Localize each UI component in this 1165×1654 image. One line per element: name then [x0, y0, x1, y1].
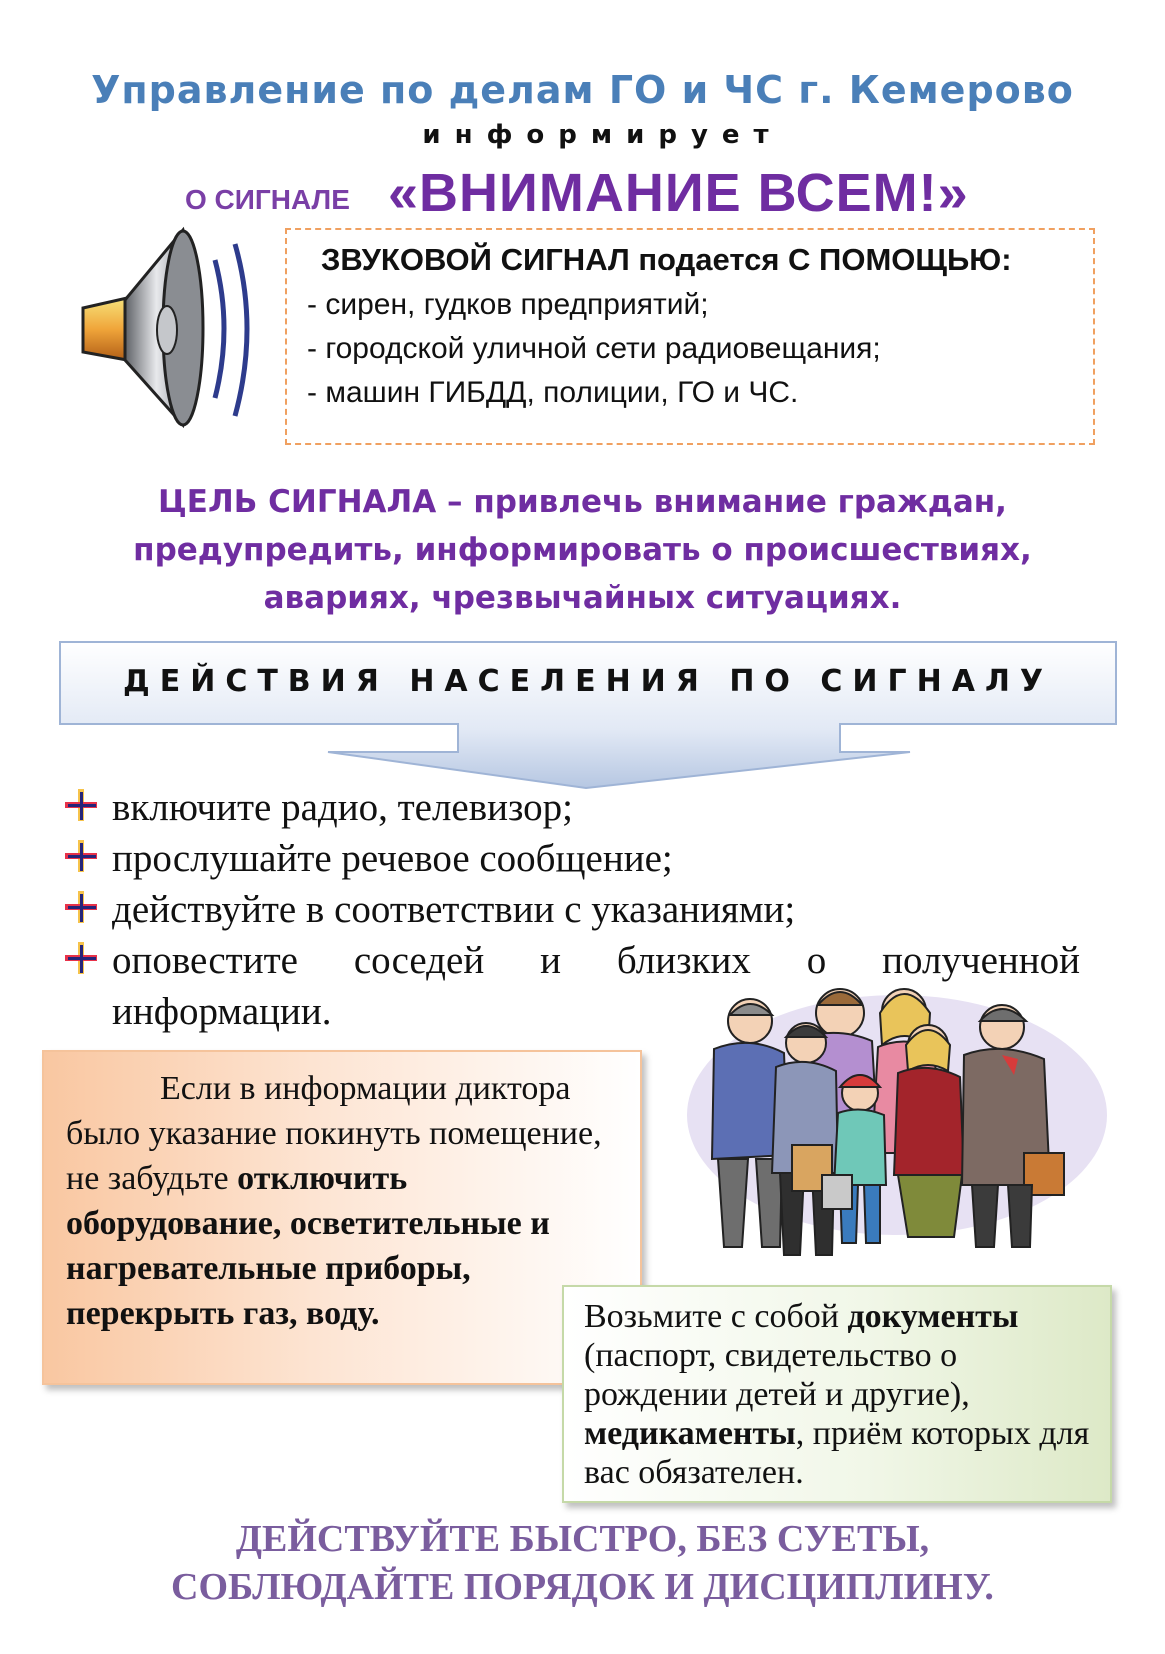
- sound-signal-item: - машин ГИБДД, полиции, ГО и ЧС.: [307, 376, 799, 409]
- take-note-text: , приём которых для вас обязателен.: [584, 1415, 1090, 1491]
- signal-goal-line: предупредить, информировать о происшествиях,: [133, 532, 1032, 568]
- action-text: включите радио, телевизор;: [112, 786, 574, 829]
- actions-heading: ДЕЙСТВИЯ НАСЕЛЕНИЯ ПО СИГНАЛУ: [123, 664, 1053, 699]
- crowd-illustration: [672, 975, 1112, 1270]
- sound-signal-item: - городской уличной сети радиовещания;: [307, 332, 881, 365]
- footer-slogan: [0, 1515, 1165, 1611]
- signal-prefix: О СИГНАЛЕ: [185, 184, 350, 215]
- take-note-documents: документы: [847, 1298, 1019, 1335]
- action-text-continuation: информации.: [112, 990, 332, 1033]
- header-informs: информирует: [422, 120, 783, 150]
- action-text: прослушайте речевое сообщение;: [112, 837, 673, 880]
- signal-name: «ВНИМАНИЕ ВСЕМ!»: [388, 163, 969, 223]
- leave-note-emphasis: отключить оборудование, осветительные и нагревательные приборы, перекрыть газ, воду.: [66, 1160, 550, 1332]
- list-item: [60, 884, 1080, 935]
- leave-premises-note: [42, 1050, 642, 1385]
- leave-note-intro: Если в информации диктора было указание покинуть помещение, не забудьте: [66, 1070, 602, 1197]
- take-note-text: Возьмите с собой: [584, 1298, 848, 1335]
- plus-bullet-icon: [64, 941, 98, 975]
- actions-arrow-banner: [58, 640, 1118, 790]
- plus-bullet-icon: [64, 890, 98, 924]
- footer-line: ДЕЙСТВУЙТЕ БЫСТРО, БЕЗ СУЕТЫ,: [235, 1518, 930, 1560]
- signal-goal-line: ЦЕЛЬ СИГНАЛА – привлечь внимание граждан,: [158, 484, 1007, 520]
- signal-goal-line: авариях, чрезвычайных ситуациях.: [263, 580, 902, 616]
- footer-line: СОБЛЮДАЙТЕ ПОРЯДОК И ДИСЦИПЛИНУ.: [171, 1566, 994, 1608]
- take-note-text: (паспорт, свидетельство о рождении детей и другие),: [584, 1337, 970, 1413]
- loudspeaker-icon: [75, 220, 260, 445]
- list-item: [60, 833, 1080, 884]
- list-item: [60, 782, 1080, 833]
- action-text: действуйте в соответствии с указаниями;: [112, 888, 796, 931]
- sound-signal-item: - сирен, гудков предприятий;: [307, 288, 709, 321]
- plus-bullet-icon: [64, 839, 98, 873]
- plus-bullet-icon: [64, 788, 98, 822]
- take-documents-note: [562, 1285, 1112, 1503]
- sound-signal-box: [285, 228, 1095, 445]
- signal-goal: [0, 478, 1165, 622]
- header-organization: Управление по делам ГО и ЧС г. Кемерово: [91, 68, 1074, 112]
- action-text: оповестите соседей и близких о полученной: [112, 939, 1080, 982]
- take-note-medicines: медикаменты: [584, 1415, 796, 1452]
- sound-signal-title: ЗВУКОВОЙ СИГНАЛ подается С ПОМОЩЬЮ:: [321, 242, 1012, 277]
